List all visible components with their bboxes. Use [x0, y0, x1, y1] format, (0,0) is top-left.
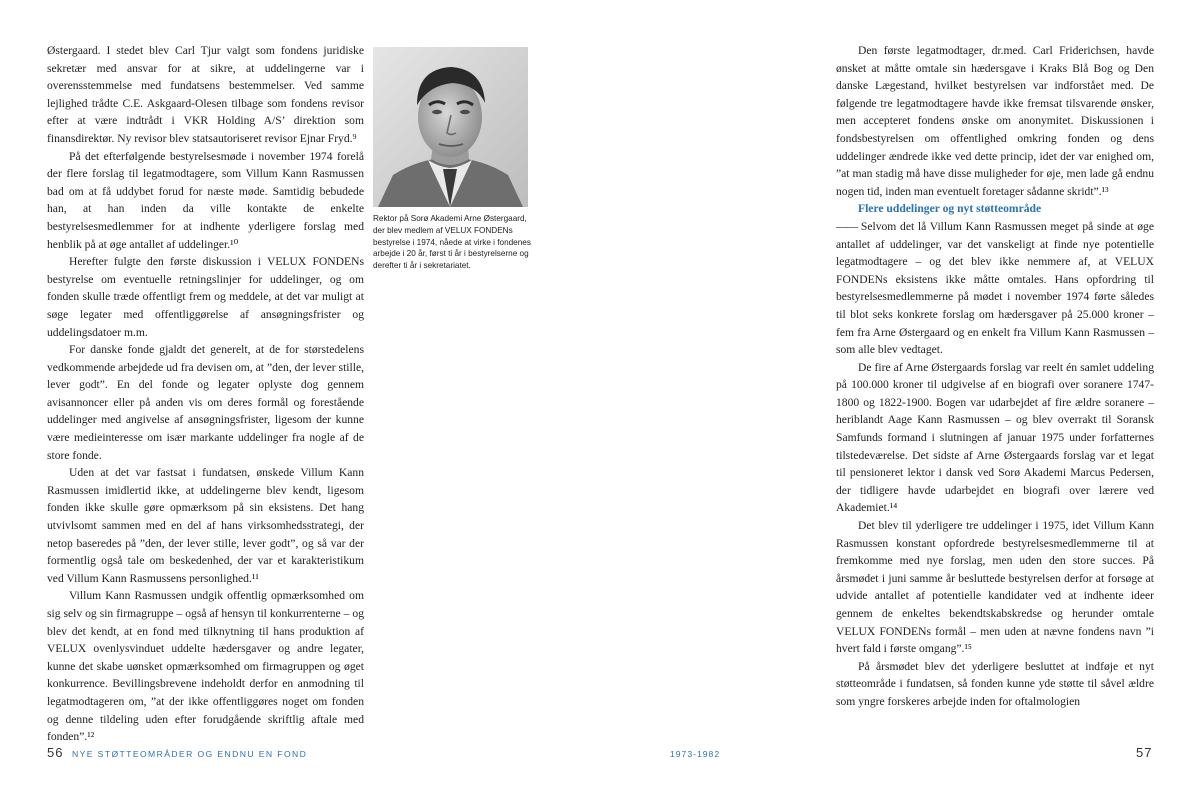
section-heading: Flere uddelinger og nyt støtteområde	[858, 202, 1042, 216]
paragraph: For danske fonde gjaldt det generelt, at de for størstedelens vedkommende arbejdede ud fra devisen om, at ”den, der lever stille, lever godt”. En del fonde og legater oplyste dog gennem avisannoncer eller på anden vis om deres formål og forestående uddelinger med angivelse af ansøgningsfrister, ligesom der kunne være medieinteresse om især markante uddelinger fra nogle af de store fonde.	[47, 343, 364, 462]
page-number-left: 56	[47, 745, 64, 760]
paragraph: Villum Kann Rasmussen undgik offentlig opmærksomhed om sig selv og sin firmagruppe – også af hensyn til konkurrenterne – og blev det kendt, at en fond med tilknytning til hans produktion af VELUX ovenlysvinduet uddelte hædersgaver og andre legater, kunne det skabe uønsket opmærksomhed om firmagruppen og øget konkurrence. Bevillingsbrevene indeholdt derfor en anmodning til legatmodtageren om, ”at der ikke offentliggøres noget om fonden og denne tildeling uden efter forudgående skriftlig aftale med fonden”.¹²	[47, 589, 364, 744]
photo-caption: Rektor på Sorø Akademi Arne Østergaard, der blev medlem af VELUX FONDENs bestyrelse i 1974, nåede at virke i fondenes arbejde i 20 år, først ti år i bestyrelserne og derefter ti år i sekretariatet.	[373, 214, 531, 271]
paragraph: De fire af Arne Østergaards forslag var reelt én samlet uddeling på 100.000 kroner til udgivelse af en biografi over soranere 1747-1800 og 1822-1900. Bogen var udarbejdet af fire ældre soranere – heriblandt Aage Kann Rasmussen – og blev overrakt til Soransk Samfunds formand i slutningen af januar 1975 under forfatternes tilstedeværelse. Det sidste af Arne Østergaards forslag var et legat til pensioneret lektor i dansk ved Sorø Akademi Marcus Pedersen, der tidligere havde udarbejdet en biografi over lærere ved Akademiet.¹⁴	[836, 360, 1154, 515]
page-number-right: 57	[1136, 745, 1153, 760]
paragraph: Den første legatmodtager, dr.med. Carl Friderichsen, havde ønsket at måtte omtale sin hædersgave i Kraks Blå Bog og Den danske Lægestand, hvilket bestyrelsen var indforstået med. De følgende tre legatmodtagere havde ikke fremsat tilsvarende ønsker, men accepteret fondens ønske om anonymitet. Diskussionen i fondsbestyrelsen om offentlighed omkring fonden og dens uddelinger ændrede ikke ved dette princip, idet der var enighed om, ”at man stadig må have disse muligheder for øje, men lade gå endnu nogen tid, inden man eventuelt foretager sådanne skridt”.¹³	[836, 44, 1154, 198]
paragraph: På årsmødet blev det yderligere besluttet at indføje et nyt støtteområde i fundatsen, så fonden kunne yde støtte til såvel ældre som yngre forskeres arbejde inden for oftalmologien	[836, 659, 1154, 708]
paragraph: Østergaard. I stedet blev Carl Tjur valgt som fondens juridiske sekretær med ansvar for at sikre, at uddelingerne var i overensstemmelse med fundatsens bestemmelser. Ved samme lejlighed trådte C.E. Askgaard-Olesen tilbage som fondens revisor efter at være indtrådt i VKR Holding A/S’ direktion som finansdirektør. Ny revisor blev statsautoriseret revisor Ejnar Fryd.⁹	[47, 44, 364, 145]
portrait-photo-icon	[373, 47, 528, 207]
paragraph	[836, 218, 1154, 359]
paragraph: Det blev til yderligere tre uddelinger i 1975, idet Villum Kann Rasmussen konstant opfordrede bestyrelsesmedlemmerne til at fremkomme med nye forslag, men uden den store succes. På årsmødet i juni samme år besluttede bestyrelsen derfor at forsøge at udvide antallet af potentielle kandidater ved at indhente ideer gennem de enkeltes bekendtskabskredse og herunder omtale VELUX FONDENs formål – men uden at nævne fondens navn ”i hvert fald i første omgang”.¹⁵	[836, 519, 1154, 656]
chapter-years: 1973-1982	[670, 749, 721, 759]
right-text-column	[836, 42, 1154, 711]
chapter-title: NYE STØTTEOMRÅDER OG ENDNU EN FOND	[72, 749, 308, 759]
paragraph: På det efterfølgende bestyrelsesmøde i november 1974 forelå der flere forslag til legatmodtagere, som Villum Kann Rasmussen bad om at få uddybet forud for næste møde. Samtidig bebudede han, at han inden da ville kontakte de enkelte bestyrelsesmedlemmer for at indhente yderligere forslag med henblik på at øge antallet af uddelinger.¹⁰	[47, 149, 364, 251]
left-text-column	[47, 42, 364, 746]
paragraph: Herefter fulgte den første diskussion i VELUX FONDENs bestyrelse om eventuelle retningslinjer for uddelinger, og om fonden skulle træde offentligt frem og meddele, at det var muligt at søge legater med offentliggørelse af ansøgningsfrister og uddelingsdatoer m.m.	[47, 255, 364, 339]
em-dash-rule: ——	[836, 219, 858, 233]
paragraph-text: Selvom det lå Villum Kann Rasmussen meget på sinde at øge antallet af uddelinger, var det vanskeligt at finde nye potentielle legatmodtagere – og det blev ikke nemmere af, at VELUX FONDENs eksistens ikke måtte omtales. Hans opfordring til bestyrelsesmedlemmerne på mødet i november 1974 førte således til blot seks konkrete forslag om hædersgaver på 25.000 kroner – fem fra Arne Østergaard og en enkelt fra Villum Kann Rasmussen – som alle blev vedtaget.	[836, 219, 1154, 357]
paragraph: Uden at det var fastsat i fundatsen, ønskede Villum Kann Rasmussen imidlertid ikke, at uddelingerne blev kendt, ligesom fonden ikke skulle gøre opmærksom på sin eksistens. Det hang utvivlsomt sammen med en del af hans virksomhedsstrategi, der netop baseredes på ”den, der lever stille, lever godt”, og så var der formentlig også tale om beskedenhed, der var et karakteristikum ved Villum Kann Rasmussens personlighed.¹¹	[47, 466, 364, 585]
